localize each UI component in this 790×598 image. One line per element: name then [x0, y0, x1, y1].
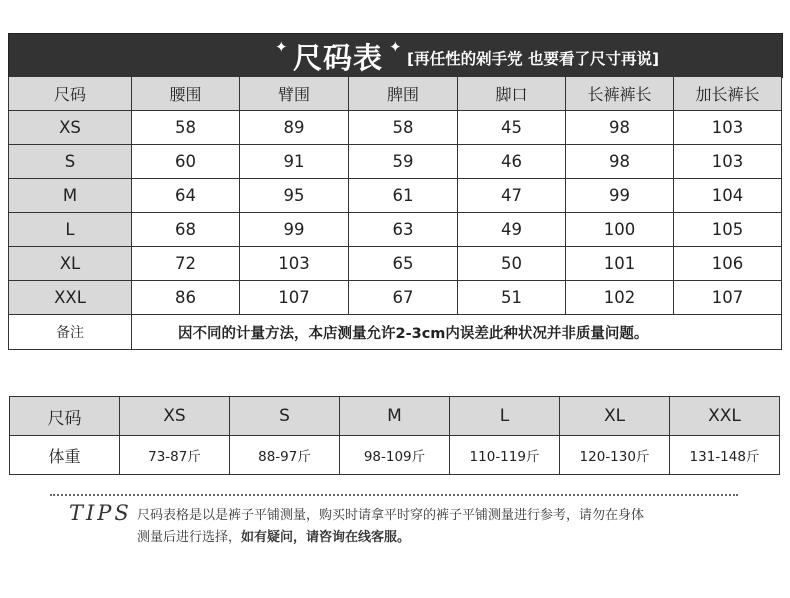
header-cell: S	[230, 397, 340, 436]
table-cell: 61	[349, 179, 458, 213]
dotted-divider	[50, 494, 738, 496]
table-cell: 106	[674, 247, 782, 281]
header-cell: 脾围	[349, 77, 458, 111]
table-cell: 98	[566, 111, 674, 145]
tips-line-2	[137, 527, 737, 549]
tips-line-1: 尺码表格是以是裤子平铺测量，购买时请拿平时穿的裤子平铺测量进行参考，请勿在身体	[137, 508, 645, 523]
table-cell: 47	[458, 179, 566, 213]
note-row	[9, 315, 782, 350]
table-cell: 105	[674, 213, 782, 247]
page-subtitle: [再任性的剁手党 也要看了尺寸再说]	[407, 50, 660, 68]
header-cell: 脚口	[458, 77, 566, 111]
table-row	[9, 179, 782, 213]
table-row	[9, 247, 782, 281]
table-cell: 98	[566, 145, 674, 179]
table-cell: 60	[132, 145, 240, 179]
table-header-row	[9, 77, 782, 111]
header-cell: 腰围	[132, 77, 240, 111]
size-label-cell: XXL	[9, 281, 132, 315]
table-cell: 120-130斤	[560, 436, 670, 475]
header-cell: XL	[560, 397, 670, 436]
weight-label-cell: 体重	[10, 436, 120, 475]
table-cell: 102	[566, 281, 674, 315]
size-label-cell: M	[9, 179, 132, 213]
header-cell: 尺码	[9, 77, 132, 111]
table-cell: 101	[566, 247, 674, 281]
table-cell: 64	[132, 179, 240, 213]
table-cell: 103	[240, 247, 349, 281]
table-cell: 100	[566, 213, 674, 247]
page-title: 尺码表	[293, 41, 384, 75]
table-cell: 98-109斤	[340, 436, 450, 475]
header-cell: XXL	[670, 397, 780, 436]
tips-line-2-bold: 如有疑问，请咨询在线客服。	[241, 530, 411, 545]
table-row	[9, 281, 782, 315]
table-cell: 67	[349, 281, 458, 315]
note-label: 备注	[9, 315, 132, 350]
table-cell: 58	[349, 111, 458, 145]
table-cell: 89	[240, 111, 349, 145]
sparkle-left-icon: ✦	[275, 38, 288, 56]
table-cell: 73-87斤	[120, 436, 230, 475]
tips-label: TIPS	[69, 501, 132, 525]
size-label-cell: XL	[9, 247, 132, 281]
note-text: 因不同的计量方法，本店测量允许2-3cm内误差此种状况并非质量问题。	[132, 315, 782, 350]
table-cell: 51	[458, 281, 566, 315]
table-cell: 107	[240, 281, 349, 315]
table-cell: 103	[674, 111, 782, 145]
table-cell: 68	[132, 213, 240, 247]
table-cell: 59	[349, 145, 458, 179]
table-row	[10, 436, 780, 475]
table-cell: 45	[458, 111, 566, 145]
table-row	[9, 111, 782, 145]
tips-line-2-plain: 测量后进行选择，	[137, 530, 242, 545]
table-cell: 99	[240, 213, 349, 247]
table-cell: 63	[349, 213, 458, 247]
table-cell: 46	[458, 145, 566, 179]
table-cell: 86	[132, 281, 240, 315]
table-cell: 110-119斤	[450, 436, 560, 475]
table-row	[9, 145, 782, 179]
tips-text	[137, 505, 737, 549]
size-label-cell: XS	[9, 111, 132, 145]
size-label-cell: S	[9, 145, 132, 179]
table-cell: 72	[132, 247, 240, 281]
table-cell: 103	[674, 145, 782, 179]
table-cell: 107	[674, 281, 782, 315]
table-cell: 91	[240, 145, 349, 179]
header-cell: L	[450, 397, 560, 436]
sparkle-right-icon: ✦	[389, 38, 402, 56]
table-cell: 65	[349, 247, 458, 281]
header-cell: 加长裤长	[674, 77, 782, 111]
table-row	[9, 213, 782, 247]
table-header-row	[10, 397, 780, 436]
table-cell: 50	[458, 247, 566, 281]
table-cell: 99	[566, 179, 674, 213]
header-cell: 臂围	[240, 77, 349, 111]
table-cell: 49	[458, 213, 566, 247]
header-cell: 长裤裤长	[566, 77, 674, 111]
size-label-cell: L	[9, 213, 132, 247]
table-cell: 95	[240, 179, 349, 213]
weight-chart-table	[9, 396, 780, 475]
table-cell: 58	[132, 111, 240, 145]
header-cell: M	[340, 397, 450, 436]
table-cell: 88-97斤	[230, 436, 340, 475]
header-cell: XS	[120, 397, 230, 436]
header-cell: 尺码	[10, 397, 120, 436]
size-chart-table	[8, 76, 782, 350]
table-cell: 131-148斤	[670, 436, 780, 475]
title-banner	[8, 33, 783, 78]
table-cell: 104	[674, 179, 782, 213]
